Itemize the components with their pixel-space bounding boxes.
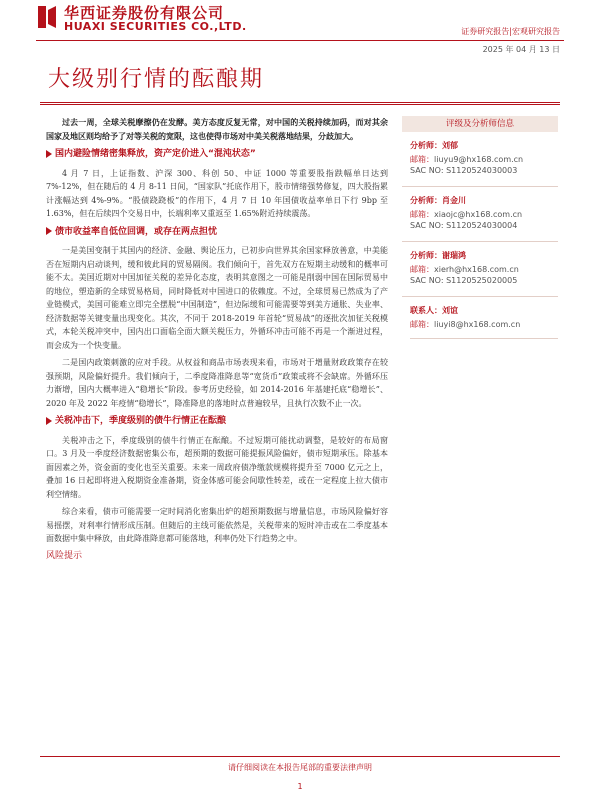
analyst-sac: SAC NO: S1120524030003: [410, 166, 518, 175]
title-divider: [40, 102, 560, 103]
analyst-name: 肖金川: [442, 196, 466, 205]
report-type: 证券研究报告|宏观研究报告: [461, 27, 560, 36]
contact-email[interactable]: liuyi8@hx168.com.cn: [434, 320, 521, 329]
title-divider-2: [40, 104, 560, 105]
contact-name: 刘谊: [442, 306, 458, 315]
section-3-paragraph-2: 综合来看，债市可能需要一定时间消化密集出炉的超预期数据与增量信息，市场风险偏好容易摇摆，对利率行情形成压制。但随后的主线可能依然是，关税带来的短时冲击或在二季度基本面数据中集中释放，由此降准降息都可能落地，利率仍处下行趋势之中。: [46, 507, 388, 543]
sidebar-divider: [402, 186, 558, 187]
page-title: 大级别行情的酝酿期: [48, 67, 265, 92]
sidebar-divider: [402, 296, 558, 297]
triangle-bullet-icon: [46, 150, 52, 158]
analyst-email[interactable]: xierh@hx168.com.cn: [434, 265, 519, 274]
section-3-paragraph-1: 关税冲击之下，季度级别的债牛行情正在酝酿。不过短期可能扰动调整，是较好的布局窗口。3 月及一季度经济数据密集公布，超预期的数据可能提振风险偏好，债市短期承压。除基本面因素之外，资金面的变化也至关重要。未来一周政府债净缴款规模将提升至 7000 亿元之上，叠加 16 日起即将进入税期资金准备期，资金体感可能会间歇性转差，或在一定程度上拉大债市利空情绪。: [46, 435, 388, 499]
intro-paragraph: 过去一周，全球关税摩擦仍在发酵。美方态度反复无常，对中国的关税持续加码，而对其余国家及地区则均给予了对等关税的宽限，这也使得市场对中美关税落地结果，分歧加大。: [46, 117, 388, 141]
page-number: 1: [297, 782, 303, 791]
section-heading-2: 债市收益率自低位回调，或存在两点担忧: [46, 226, 388, 240]
analyst-name: 谢瑞鸿: [442, 251, 466, 260]
triangle-bullet-icon: [46, 417, 52, 425]
section-2-paragraph-1: 一是美国变制于其国内的经济、金融、舆论压力，已初步向世界其余国家释放善意，中美能否在短期内启动谈判，缓和彼此间的贸易隔阂。我们倾向于，首先双方在短期主动缓和的概率可能不太。美国近期对中国加征关税的差异化态度，表明其意图之一可能是削弱中国在国际贸易中的地位，塑造新的全球贸易格局，同时降低对中国进口的依赖度。不过，全球贸易已然成为了产业链模式，美国可能难立即完全摆脱“中国制造”，但边际缓和可能需要等到美方通胀、失业率、经济数据等关键变量出现变化。其次，不同于 2018-2019 年首轮“贸易战”的逐批次加征关税模式，本轮关税冲突中，国内出口面临全面大额关税压力，外循环冲击可能不再是一个渐进过程，而会成为一个快变量。: [46, 246, 388, 350]
analyst-card: 分析师：肖金川 邮箱：xiaojc@hx168.com.cn SAC NO: S1120524030004: [410, 195, 558, 231]
contact-card: 联系人：刘谊 邮箱：liuyi8@hx168.com.cn: [410, 305, 558, 339]
analyst-card: 分析师：刘郁 邮箱：liuyu9@hx168.com.cn SAC NO: S1120524030003: [410, 140, 558, 176]
section-heading-3: 关税冲击下，季度级别的债牛行情正在酝酿: [46, 415, 388, 429]
section-1-paragraph: 4 月 7 日，上证指数、沪深 300、科创 50、中证 1000 等重要股指跌幅单日达到 7%-12%，但在随后的 4 月 8-11 日间，“国家队”托底作用下，股市情绪强势修复，四大股指累计涨幅达到 4%-9%。“股债跷跷板”的作用下，4 月 7 日 10 年国债收益率单日下行 9bp 至 1.63%，但在后续四个交易日中，长端利率又重返至 1.65%附近持续震荡。: [46, 168, 388, 218]
sidebar-heading: 评级及分析师信息: [402, 116, 558, 132]
risk-warning-link[interactable]: 风险提示: [46, 550, 83, 561]
analyst-sidebar: [402, 116, 558, 339]
analyst-name: 刘郁: [442, 141, 458, 150]
analyst-email[interactable]: xiaojc@hx168.com.cn: [434, 210, 523, 219]
sidebar-divider: [402, 241, 558, 242]
analyst-card: 分析师：谢瑞鸿 邮箱：xierh@hx168.com.cn SAC NO: S1120525020005: [410, 250, 558, 286]
header-divider: [36, 40, 564, 41]
analyst-sac: SAC NO: S1120524030004: [410, 221, 518, 230]
analyst-email[interactable]: liuyu9@hx168.com.cn: [434, 155, 524, 164]
huaxi-logo-icon: [36, 4, 58, 30]
section-2-paragraph-2: 二是国内政策刺激的应对手段。从权益和商品市场表现来看，市场对于增量财政政策存在较强预期，风险偏好提升。我们倾向于，二季度降准降息等“宽货币”政策或将不会缺席。外循环压力渐增，国内大概率进入“稳增长”阶段。参考历史经验，如 2014-2016 年基建托底“稳增长”、2020 年及 2022 年疫情“稳增长”，降准降息的落地时点普遍较早，且执行次数不止一次。: [46, 358, 388, 408]
page-header: [0, 0, 600, 60]
brand-name-en: HUAXI SECURITIES CO.,LTD.: [64, 20, 247, 33]
legal-disclaimer: 请仔细阅读在本报告尾部的重要法律声明: [228, 763, 372, 772]
brand-name-cn: 华西证券股份有限公司: [64, 4, 225, 22]
report-date: 2025 年 04 月 13 日: [482, 45, 560, 54]
section-heading-1: 国内避险情绪密集释放，资产定价进入“混沌状态”: [46, 148, 388, 162]
main-content: [46, 116, 388, 567]
analyst-sac: SAC NO: S1120525020005: [410, 276, 518, 285]
footer-divider: [40, 756, 560, 757]
triangle-bullet-icon: [46, 227, 52, 235]
